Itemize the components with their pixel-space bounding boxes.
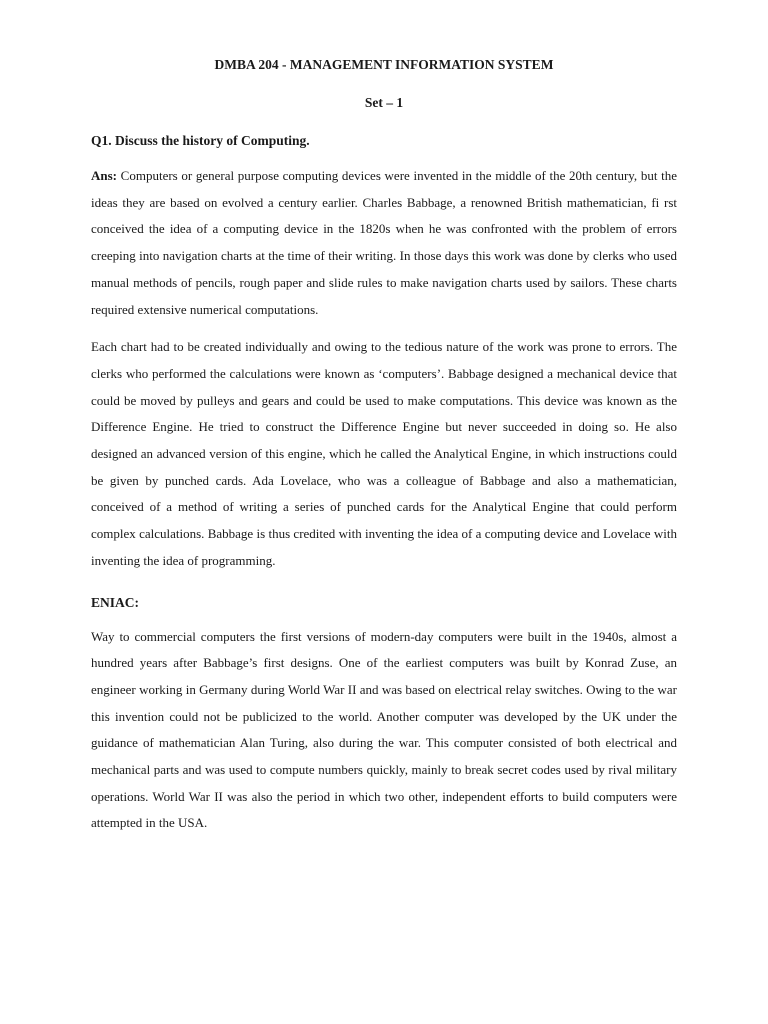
question-heading: Q1. Discuss the history of Computing. <box>91 133 310 148</box>
answer-label: Ans: <box>91 168 118 183</box>
answer-text: Computers or general purpose computing devices were invented in the middle of the 20th century, but the ideas they are based on evolved a century earlier. Charles Babbage, a renowned British mathematician, fi rst conceived the idea of a computing device in the 1820s when he was confronted with the problem of errors creeping into navigation charts at the time of their writing. In those days this work was done by clerks who used manual methods of pencils, rough paper and slide rules to make navigation charts used by sailors. These charts required extensive numerical computations. <box>91 168 677 317</box>
set-label: Set – 1 <box>364 95 404 110</box>
document-page <box>91 50 677 837</box>
section-heading: ENIAC: <box>91 594 140 610</box>
document-title: DMBA 204 - MANAGEMENT INFORMATION SYSTEM <box>214 57 554 72</box>
body-paragraph: Each chart had to be created individually and owing to the tedious nature of the work was prone to errors. The clerks who performed the calculations were known as ‘computers’. Babbage designed a mechanical device that could be moved by pulleys and gears and could be used to make computations. This device was known as the Difference Engine. He tried to construct the Difference Engine but never succeeded in doing so. He also designed an advanced version of this engine, which he called the Analytical Engine, in which instructions could be given by punched cards. Ada Lovelace, who was a colleague of Babbage and also a mathematician, conceived of a method of writing a series of punched cards for the Analytical Engine that could perform complex calculations. Babbage is thus credited with inventing the idea of a computing device and Lovelace with inventing the idea of programming. <box>91 339 677 568</box>
body-paragraph: Way to commercial computers the first versions of modern-day computers were built in the 1940s, almost a hundred years after Babbage’s first designs. One of the earliest computers was built by Konrad Zuse, an engineer working in Germany during World War II and was based on electrical relay switches. Owing to the war this invention could not be publicized to the world. Another computer was developed by the UK under the guidance of mathematician Alan Turing, also during the war. This computer consisted of both electrical and mechanical parts and was used to compute numbers quickly, mainly to break secret codes used by rival military operations. World War II was also the period in which two other, independent efforts to build computers were attempted in the USA. <box>91 628 677 831</box>
answer-paragraph <box>91 163 677 323</box>
